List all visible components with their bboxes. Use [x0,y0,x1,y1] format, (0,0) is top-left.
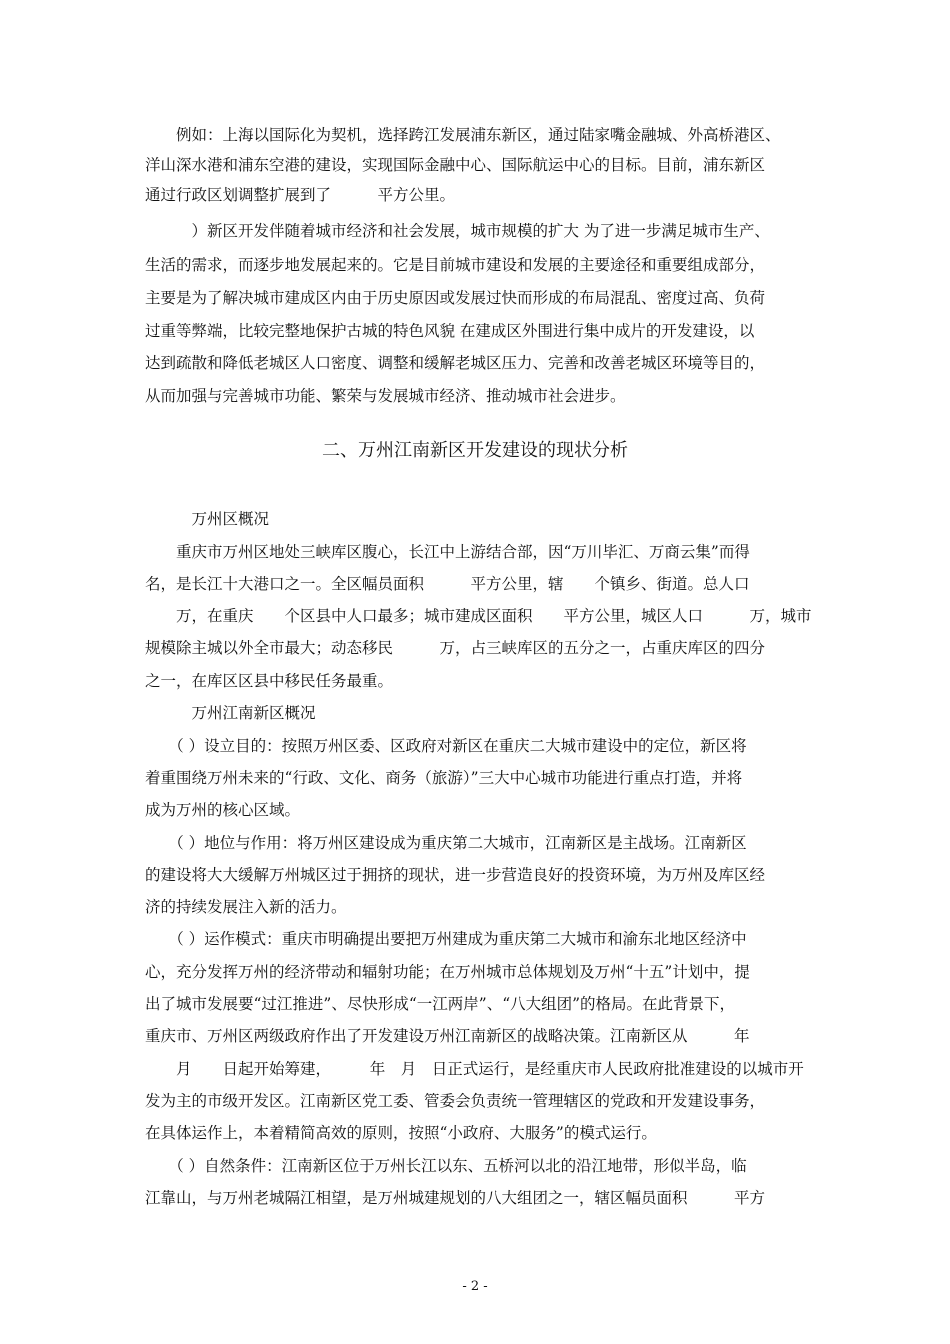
text-line: 洋山深水港和浦东空港的建设，实现国际金融中心、国际航运中心的目标。目前，浦东新区 [145,156,766,174]
text-line: 生活的需求，而逐步地发展起来的。它是目前城市建设和发展的主要途径和重要组成部分， [145,256,766,274]
text-line: 重庆市、万州区两级政府作出了开发建设万州江南新区的战略决策。江南新区从 年 [145,1027,750,1045]
text-line: 江靠山，与万州老城隔江相望，是万州城建规划的八大组团之一，辖区幅员面积 平方 [145,1189,766,1207]
text-line: （ ）地位与作用：将万州区建设成为重庆第二大城市，江南新区是主战场。江南新区 [145,834,747,852]
text-line: 的建设将大大缓解万州城区过于拥挤的现状，进一步营造良好的投资环境，为万州及库区经 [145,866,766,884]
text-line: 例如：上海以国际化为契机，选择跨江发展浦东新区，通过陆家嘴金融城、外高桥港区、 [145,126,781,144]
text-line: 着重围绕万州未来的“行政、文化、商务（旅游）”三大中心城市功能进行重点打造，并将 [145,769,743,787]
page-number: - 2 - [462,1279,488,1294]
text-line: 名，是长江十大港口之一。全区幅员面积 平方公里，辖 个镇乡、街道。总人口 [145,575,750,593]
text-line: 月 日起开始筹建， 年 月 日正式运行，是经重庆市人民政府批准建设的以城市开 [145,1060,804,1078]
text-line: 出了城市发展要“过江推进”、尽快形成“一江两岸”、“八大组团”的格局。在此背景下， [145,995,736,1013]
text-line: （ ）设立目的：按照万州区委、区政府对新区在重庆二大城市建设中的定位，新区将 [145,737,747,755]
text-line: 万，在重庆 个区县中人口最多；城市建成区面积 平方公里，城区人口 万，城市 [145,607,812,625]
text-line: 之一，在库区区县中移民任务最重。 [145,672,394,690]
text-line: 在具体运作上，本着精简高效的原则，按照“小政府、大服务”的模式运行。 [145,1124,657,1142]
text-line: 发为主的市级开发区。江南新区党工委、管委会负责统一管理辖区的党政和开发建设事务， [145,1092,766,1110]
text-line: 心，充分发挥万州的经济带动和辐射功能；在万州城市总体规划及万州“十五”计划中，提 [145,963,750,981]
text-line: 成为万州的核心区域。 [145,801,301,819]
text-line: 重庆市万州区地处三峡库区腹心，长江中上游结合部，因“万川毕汇、万商云集”而得 [145,543,750,561]
text-line: 通过行政区划调整扩展到了 平方公里。 [145,186,456,204]
text-line: 过重等弊端，比较完整地保护古城的特色风貌 在建成区外围进行集中成片的开发建设，以 [145,322,755,340]
text-line: 达到疏散和降低老城区人口密度、调整和缓解老城区压力、完善和改善老城区环境等目的， [145,354,766,372]
section-heading: 二、万州江南新区开发建设的现状分析 [322,440,628,461]
text-line: 主要是为了解决城市建成区内由于历史原因或发展过快而形成的布局混乱、密度过高、负荷 [145,289,766,307]
subheading: 万州区概况 [145,510,270,528]
text-line: ）新区开发伴随着城市经济和社会发展，城市规模的扩大 为了进一步满足城市生产、 [145,222,770,240]
subheading: 万州江南新区概况 [145,704,316,722]
text-line: （ ）运作模式：重庆市明确提出要把万州建成为重庆第二大城市和渝东北地区经济中 [145,930,747,948]
text-line: 济的持续发展注入新的活力。 [145,898,347,916]
text-line: 规模除主城以外全市最大；动态移民 万，占三峡库区的五分之一，占重庆库区的四分 [145,639,766,657]
text-line: 从而加强与完善城市功能、繁荣与发展城市经济、推动城市社会进步。 [145,387,626,405]
text-line: （ ）自然条件：江南新区位于万州长江以东、五桥河以北的沿江地带，形似半岛，临 [145,1157,747,1175]
